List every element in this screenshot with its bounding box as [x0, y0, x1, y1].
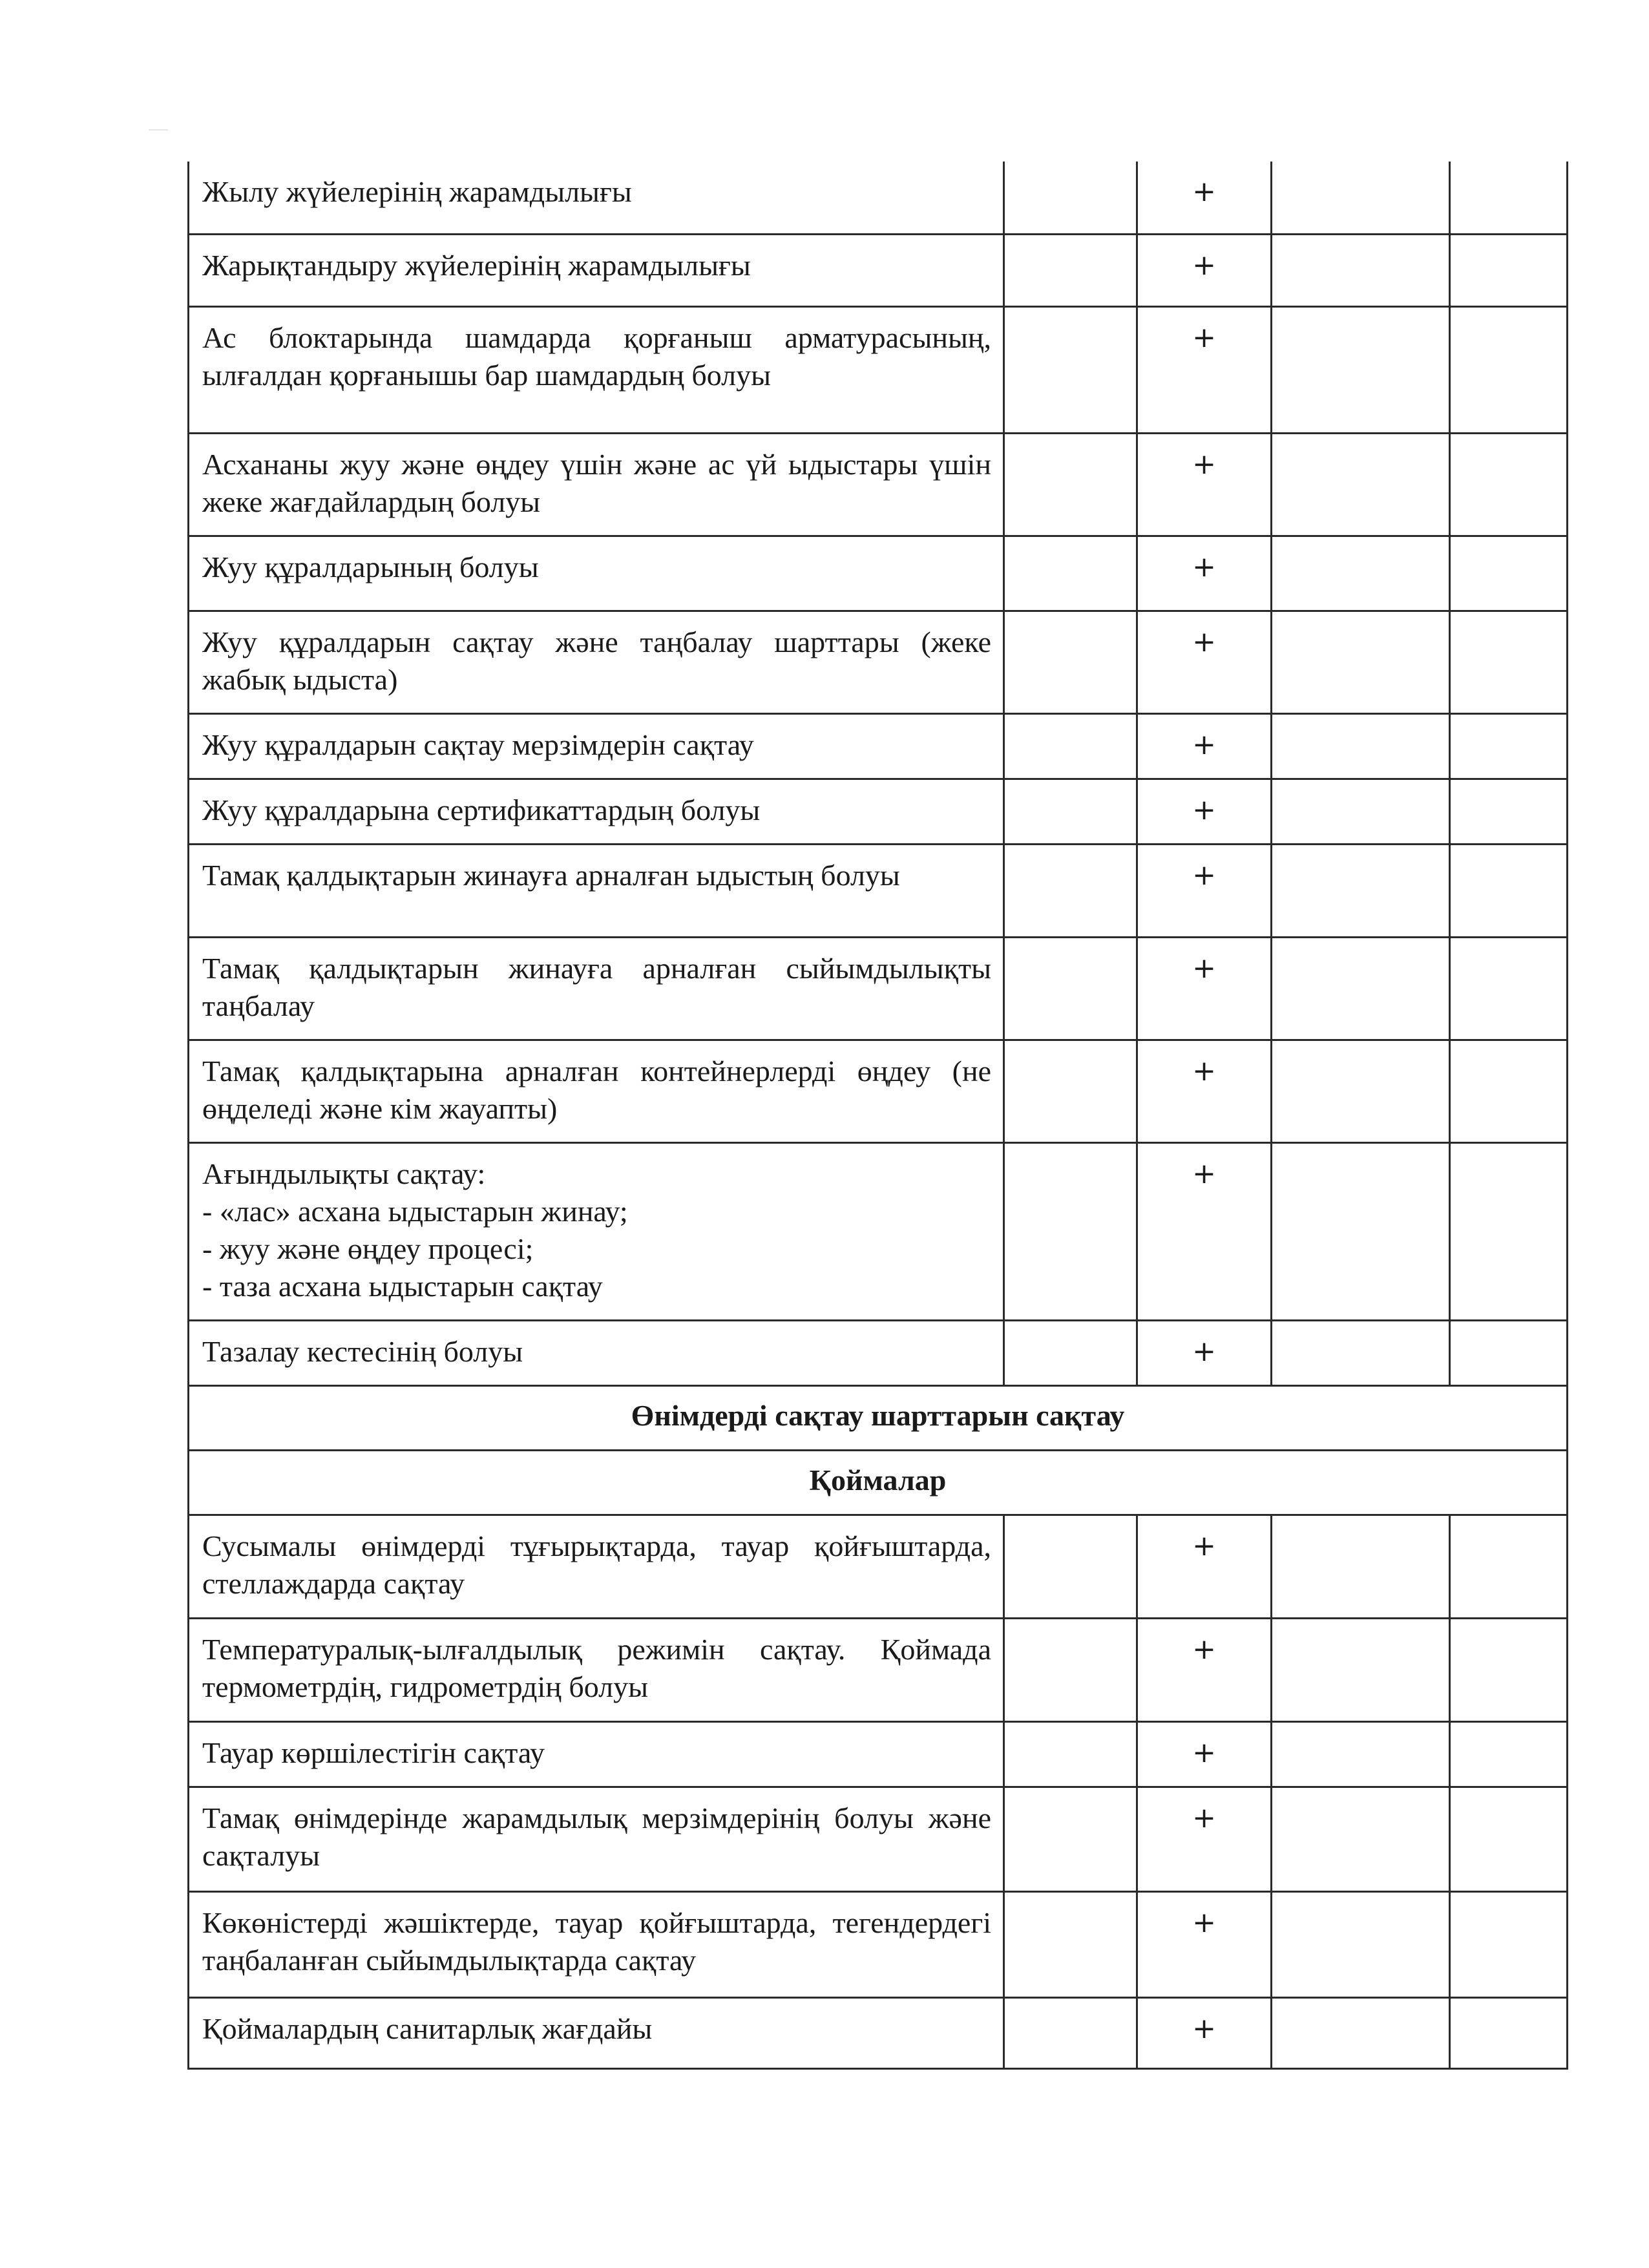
- answer-cell-empty: [1004, 162, 1137, 234]
- notes-cell-empty: [1450, 1787, 1568, 1891]
- answer-cell-empty: [1272, 1515, 1450, 1618]
- table-row: [189, 937, 1568, 1040]
- answer-cell-empty: [1272, 1721, 1450, 1787]
- notes-cell-empty: [1450, 1320, 1568, 1385]
- notes-cell-empty: [1450, 844, 1568, 937]
- table-row: [189, 433, 1568, 536]
- answer-cell-empty: [1004, 1515, 1137, 1618]
- requirement-text: Тамақ қалдықтарына арналған контейнерлерді өңдеу (не өңделеді және кім жауапты): [189, 1040, 1004, 1142]
- answer-cell-empty: [1272, 937, 1450, 1040]
- requirement-line: Ағындылықты сақтау:: [202, 1157, 486, 1190]
- requirement-text: Көкөністерді жәшіктерде, тауар қойғыштарда, тегендердегі таңбаланған сыйымдылықтарда сақтау: [189, 1891, 1004, 1997]
- notes-cell-empty: [1450, 1515, 1568, 1618]
- answer-cell-empty: [1272, 433, 1450, 536]
- notes-cell-empty: [1450, 1997, 1568, 2068]
- table-row: [189, 162, 1568, 234]
- section-heading: Қоймалар: [189, 1450, 1568, 1515]
- answer-cell-empty: [1004, 1997, 1137, 2068]
- answer-cell-empty: [1004, 1320, 1137, 1385]
- answer-cell-mark: +: [1137, 1040, 1272, 1142]
- requirement-text: Асхананы жуу және өңдеу үшін және ас үй ыдыстары үшін жеке жағдайлардың болуы: [189, 433, 1004, 536]
- answer-cell-empty: [1272, 306, 1450, 433]
- answer-cell-mark: +: [1137, 1320, 1272, 1385]
- notes-cell-empty: [1450, 937, 1568, 1040]
- answer-cell-mark: +: [1137, 1515, 1272, 1618]
- requirement-text: Тамақ өнімдерінде жарамдылық мерзімдерінің болуы және сақталуы: [189, 1787, 1004, 1891]
- answer-cell-mark: +: [1137, 1787, 1272, 1891]
- answer-cell-mark: +: [1137, 234, 1272, 306]
- requirement-text: Жуу құралдарын сақтау мерзімдерін сақтау: [189, 713, 1004, 779]
- table-row: [189, 779, 1568, 844]
- answer-cell-mark: +: [1137, 779, 1272, 844]
- answer-cell-empty: [1272, 779, 1450, 844]
- table-row: [189, 1891, 1568, 1997]
- answer-cell-mark: +: [1137, 1891, 1272, 1997]
- answer-cell-empty: [1272, 1787, 1450, 1891]
- requirement-line: - жуу және өңдеу процесі;: [202, 1232, 534, 1265]
- notes-cell-empty: [1450, 1142, 1568, 1320]
- answer-cell-empty: [1272, 536, 1450, 611]
- table-row: [189, 536, 1568, 611]
- answer-cell-empty: [1004, 779, 1137, 844]
- requirement-text: Жуу құралдарына сертификаттардың болуы: [189, 779, 1004, 844]
- answer-cell-mark: +: [1137, 611, 1272, 713]
- requirement-text: Тазалау кестесінің болуы: [189, 1320, 1004, 1385]
- answer-cell-empty: [1004, 611, 1137, 713]
- answer-cell-mark: +: [1137, 306, 1272, 433]
- table-row: [189, 1320, 1568, 1385]
- answer-cell-mark: +: [1137, 1618, 1272, 1721]
- answer-cell-mark: +: [1137, 937, 1272, 1040]
- answer-cell-mark: +: [1137, 162, 1272, 234]
- table-row: [189, 611, 1568, 713]
- scan-speck: [149, 129, 168, 131]
- answer-cell-empty: [1004, 937, 1137, 1040]
- answer-cell-empty: [1004, 713, 1137, 779]
- requirement-text: Жуу құралдарының болуы: [189, 536, 1004, 611]
- table-row: [189, 1040, 1568, 1142]
- requirement-text: Ас блоктарында шамдарда қорғаныш арматурасының, ылғалдан қорғанышы бар шамдардың болуы: [189, 306, 1004, 433]
- answer-cell-empty: [1272, 162, 1450, 234]
- table-row: [189, 1515, 1568, 1618]
- notes-cell-empty: [1450, 779, 1568, 844]
- notes-cell-empty: [1450, 611, 1568, 713]
- answer-cell-mark: +: [1137, 536, 1272, 611]
- notes-cell-empty: [1450, 234, 1568, 306]
- answer-cell-empty: [1272, 1997, 1450, 2068]
- requirement-line: - таза асхана ыдыстарын сақтау: [202, 1269, 603, 1303]
- answer-cell-empty: [1272, 713, 1450, 779]
- answer-cell-empty: [1004, 1891, 1137, 1997]
- table-row: [189, 1618, 1568, 1721]
- table-row: [189, 1997, 1568, 2068]
- table-row: [189, 713, 1568, 779]
- requirement-text: Тамақ қалдықтарын жинауға арналған ыдыстың болуы: [189, 844, 1004, 937]
- notes-cell-empty: [1450, 1618, 1568, 1721]
- answer-cell-empty: [1272, 611, 1450, 713]
- table-row: [189, 234, 1568, 306]
- table-row: [189, 1721, 1568, 1787]
- section-heading: Өнімдерді сақтау шарттарын сақтау: [189, 1385, 1568, 1450]
- answer-cell-empty: [1004, 306, 1137, 433]
- notes-cell-empty: [1450, 1891, 1568, 1997]
- notes-cell-empty: [1450, 162, 1568, 234]
- table-row: [189, 844, 1568, 937]
- answer-cell-empty: [1272, 1891, 1450, 1997]
- notes-cell-empty: [1450, 433, 1568, 536]
- answer-cell-empty: [1004, 1787, 1137, 1891]
- table-row: [189, 306, 1568, 433]
- answer-cell-empty: [1004, 536, 1137, 611]
- answer-cell-empty: [1272, 1320, 1450, 1385]
- requirement-text: [189, 1142, 1004, 1320]
- answer-cell-empty: [1004, 1142, 1137, 1320]
- requirement-line: - «лас» асхана ыдыстарын жинау;: [202, 1194, 628, 1228]
- answer-cell-empty: [1004, 1721, 1137, 1787]
- checklist-body: [189, 162, 1568, 2068]
- section-heading-row: [189, 1385, 1568, 1450]
- requirement-text: Сусымалы өнімдерді тұғырықтарда, тауар қойғыштарда, стеллаждарда сақтау: [189, 1515, 1004, 1618]
- answer-cell-mark: +: [1137, 713, 1272, 779]
- answer-cell-empty: [1004, 234, 1137, 306]
- notes-cell-empty: [1450, 536, 1568, 611]
- answer-cell-empty: [1272, 234, 1450, 306]
- requirement-text: Жылу жүйелерінің жарамдылығы: [189, 162, 1004, 234]
- requirement-text: Температуралық-ылғалдылық режимін сақтау. Қоймада термометрдің, гидрометрдің болуы: [189, 1618, 1004, 1721]
- answer-cell-mark: +: [1137, 433, 1272, 536]
- answer-cell-empty: [1004, 844, 1137, 937]
- requirement-text: Тамақ қалдықтарын жинауға арналған сыйымдылықты таңбалау: [189, 937, 1004, 1040]
- section-heading-row: [189, 1450, 1568, 1515]
- requirement-text: Қоймалардың санитарлық жағдайы: [189, 1997, 1004, 2068]
- answer-cell-mark: +: [1137, 1721, 1272, 1787]
- answer-cell-mark: +: [1137, 844, 1272, 937]
- answer-cell-empty: [1004, 1040, 1137, 1142]
- answer-cell-mark: +: [1137, 1142, 1272, 1320]
- table-row: [189, 1142, 1568, 1320]
- answer-cell-mark: +: [1137, 1997, 1272, 2068]
- requirement-text: Тауар көршілестігін сақтау: [189, 1721, 1004, 1787]
- answer-cell-empty: [1272, 844, 1450, 937]
- answer-cell-empty: [1004, 1618, 1137, 1721]
- table-row: [189, 1787, 1568, 1891]
- notes-cell-empty: [1450, 1040, 1568, 1142]
- checklist-table: [187, 162, 1568, 2070]
- answer-cell-empty: [1272, 1142, 1450, 1320]
- notes-cell-empty: [1450, 1721, 1568, 1787]
- requirement-text: Жуу құралдарын сақтау және таңбалау шарттары (жеке жабық ыдыста): [189, 611, 1004, 713]
- answer-cell-empty: [1272, 1618, 1450, 1721]
- notes-cell-empty: [1450, 713, 1568, 779]
- requirement-text: Жарықтандыру жүйелерінің жарамдылығы: [189, 234, 1004, 306]
- answer-cell-empty: [1004, 433, 1137, 536]
- notes-cell-empty: [1450, 306, 1568, 433]
- answer-cell-empty: [1272, 1040, 1450, 1142]
